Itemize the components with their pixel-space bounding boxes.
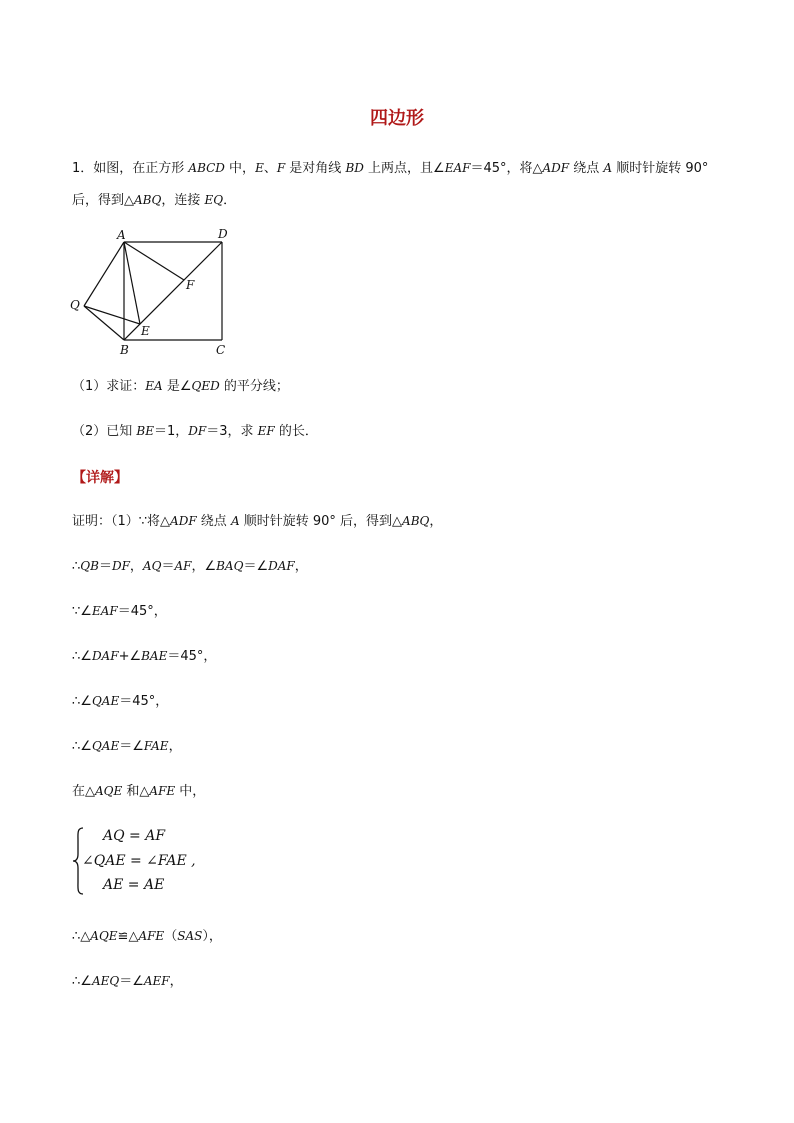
text: 和△ [122, 784, 150, 799]
text: ＝3，求 [206, 424, 258, 439]
solution-line-7 [72, 783, 205, 800]
var: AEQ [91, 974, 120, 988]
text: 是∠ [162, 379, 192, 394]
solution-line-5 [72, 693, 168, 710]
text: ＝∠ [119, 739, 144, 754]
text: +∠ [118, 649, 142, 664]
equation-row-3: AE = AE [103, 877, 165, 893]
text: ＝∠ [243, 559, 269, 574]
page-title: 四边形 [370, 108, 424, 129]
text: 在△ [72, 784, 95, 799]
problem-line-1 [72, 160, 708, 177]
text: ∵∠ [72, 604, 92, 619]
equation-row-2 [82, 853, 196, 869]
text: 上两点，且∠ [363, 161, 445, 176]
text: ＝45°， [167, 649, 217, 664]
detail-label: 【详解】 [72, 470, 128, 486]
text: ＝∠ [119, 974, 144, 989]
text: ， [294, 559, 308, 574]
text: 顺时针旋转 90° 后，得到△ [239, 514, 403, 529]
text: ∴ [72, 559, 81, 574]
label-q: Q [70, 298, 80, 312]
segment-qe [84, 306, 140, 324]
var: ADF [170, 514, 197, 528]
text: ∴∠ [72, 694, 92, 709]
solution-line-2 [72, 558, 308, 575]
var: DAF [268, 559, 295, 573]
text: ＝45°， [117, 604, 167, 619]
var: AF [174, 559, 192, 573]
segment-qb [84, 306, 124, 340]
text: ， [129, 559, 143, 574]
text: 绕点 [196, 514, 231, 529]
geometry-figure [60, 222, 250, 362]
var: AFE [149, 784, 176, 798]
var: DAF [91, 649, 119, 663]
text: ∴∠ [72, 649, 92, 664]
text: ， [169, 974, 183, 989]
var: AFE [138, 929, 165, 943]
text: ，∠ [191, 559, 217, 574]
equation-system [72, 826, 272, 896]
var: BAQ [216, 559, 244, 573]
text: ＝ [161, 559, 175, 574]
var: A [603, 161, 613, 175]
solution-line-1 [72, 513, 442, 530]
text: 后，得到△ [72, 193, 134, 208]
label-f: F [186, 278, 195, 292]
var: EAF [91, 604, 118, 618]
text: 1．如图，在正方形 [72, 161, 189, 176]
var: QAE [91, 739, 120, 753]
var: AQE [95, 784, 123, 798]
segment-ae [124, 242, 140, 324]
text: ， [168, 739, 182, 754]
text: ，连接 [161, 193, 205, 208]
text: 中， [175, 784, 206, 799]
solution-line-8 [72, 928, 222, 945]
var: BE [136, 424, 154, 438]
label-e: E [141, 324, 150, 338]
text: 的长． [274, 424, 318, 439]
question-1 [72, 378, 289, 395]
text: ＝ [98, 559, 112, 574]
var: A [230, 514, 240, 528]
solution-line-3 [72, 603, 167, 620]
var: BD [345, 161, 364, 175]
segment-aq [84, 242, 124, 306]
var: AEF [143, 974, 170, 988]
var: QED [191, 379, 220, 393]
var: DF [111, 559, 130, 573]
var: EA [145, 379, 163, 393]
problem-line-2 [72, 192, 236, 209]
var: QB [80, 559, 99, 573]
text: 绕点 [569, 161, 604, 176]
text: ， [429, 514, 443, 529]
var: ABCD [188, 161, 225, 175]
text: ＝1， [153, 424, 189, 439]
text: （1）求证： [72, 379, 146, 394]
var: EAF [444, 161, 471, 175]
var: AQ [142, 559, 162, 573]
var: ABQ [402, 514, 430, 528]
text: ）， [202, 929, 222, 944]
text: 证明：（1）∵将△ [72, 514, 171, 529]
text: ＝45°，将△ [470, 161, 543, 176]
equation-row-1: AQ = AF [103, 828, 166, 844]
text: 的平分线； [219, 379, 289, 394]
var: SAS [177, 929, 203, 943]
var: DF [188, 424, 207, 438]
text: 顺时针旋转 90° [612, 161, 709, 176]
var: EF [257, 424, 275, 438]
text: 中， [224, 161, 256, 176]
solution-line-6 [72, 738, 182, 755]
text: （ [164, 929, 178, 944]
var: FAE [143, 739, 169, 753]
label-d: D [218, 227, 228, 241]
solution-line-4 [72, 648, 216, 665]
text: （2）已知 [72, 424, 137, 439]
var: E [255, 161, 264, 175]
var: BAE [141, 649, 168, 663]
var: ADF [542, 161, 570, 175]
label-b: B [120, 343, 129, 357]
text: ∴∠ [72, 739, 92, 754]
question-2 [72, 423, 318, 440]
var: F [276, 161, 286, 175]
equation-row-2-text: ∠QAE = ∠FAE [82, 853, 187, 869]
var: EQ [204, 193, 224, 207]
label-c: C [216, 343, 226, 357]
text: 是对角线 [285, 161, 346, 176]
equation-row-2-tail: , [186, 853, 196, 869]
solution-line-9 [72, 973, 183, 990]
text: ． [223, 193, 237, 208]
text: ∴△ [72, 929, 91, 944]
text: ＝45°， [119, 694, 169, 709]
text: ∴∠ [72, 974, 92, 989]
text: ≌△ [117, 929, 139, 944]
segment-af [124, 242, 184, 280]
var: AQE [90, 929, 118, 943]
var: QAE [91, 694, 120, 708]
label-a: A [117, 228, 126, 242]
var: ABQ [134, 193, 162, 207]
text: 、 [263, 161, 277, 176]
diagonal-bd [124, 242, 222, 340]
